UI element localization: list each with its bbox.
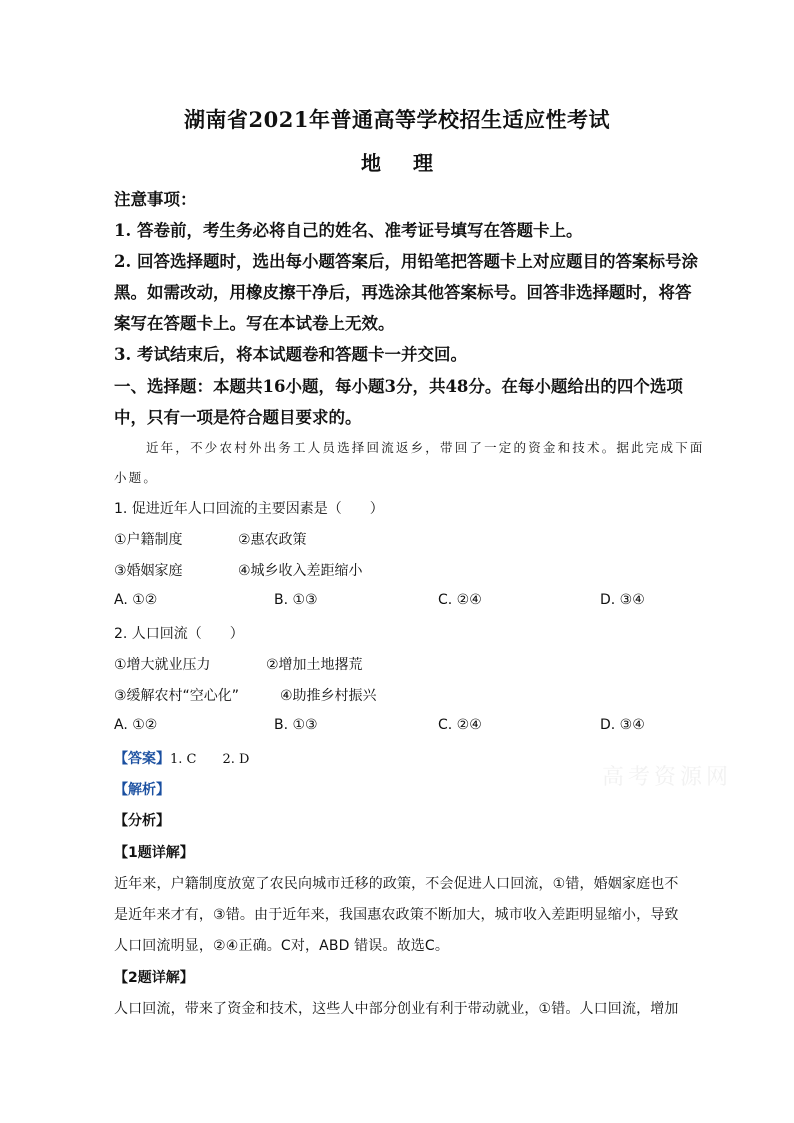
notes-line: 3. 考试结束后，将本试题卷和答题卡一并交回。	[114, 345, 467, 364]
section-heading: 中，只有一项是符合题目要求的。	[114, 408, 362, 427]
notes-line: 1. 答卷前，考生务必将自己的姓名、准考证号填写在答题卡上。	[114, 221, 583, 240]
subject-title	[0, 147, 794, 176]
q2-choice-a: A. ①②	[114, 717, 158, 733]
q1-choice-a: A. ①②	[114, 592, 158, 608]
subject-char: 理	[413, 151, 433, 175]
watermark-text: 高考资源网	[602, 765, 733, 790]
q2-item: ①增大就业压力	[114, 657, 211, 673]
passage-line: 近年，不少农村外出务工人员选择回流返乡，带回了一定的资金和技术。据此完成下面	[146, 440, 705, 455]
answer-line	[114, 748, 684, 768]
notes-line: 黑。如需改动，用橡皮擦干净后，再选涂其他答案标号。回答非选择题时，将答	[114, 283, 692, 302]
subject-char: 地	[361, 151, 381, 175]
passage-line: 小题。	[114, 470, 159, 485]
q1-choice-b: B. ①③	[274, 592, 318, 608]
notes-heading: 注意事项：	[114, 190, 197, 209]
q2-detail-tag: 【2题详解】	[114, 970, 194, 986]
q1-choice-c: C. ②④	[438, 592, 482, 608]
q1-item: ④城乡收入差距缩小	[238, 563, 363, 579]
notes-line: 2. 回答选择题时，选出每小题答案后，用铅笔把答题卡上对应题目的答案标号涂	[114, 252, 698, 271]
q2-choice-c: C. ②④	[438, 717, 482, 733]
q1-item: ①户籍制度	[114, 532, 183, 548]
analysis-tag: 【解析】	[114, 782, 170, 798]
q2-item: ③缓解农村“空心化”	[114, 688, 240, 704]
q1-item: ③婚姻家庭	[114, 563, 183, 579]
question-1-stem: 1. 促进近年人口回流的主要因素是（ ）	[114, 501, 384, 517]
q2-choice-b: B. ①③	[274, 717, 318, 733]
q1-choice-d: D. ③④	[600, 592, 645, 608]
q1-item: ②惠农政策	[238, 532, 307, 548]
q2-detail-line: 人口回流，带来了资金和技术，这些人中部分创业有利于带动就业，①错。人口回流，增加	[114, 1001, 679, 1017]
q1-detail-tag: 【1题详解】	[114, 845, 194, 861]
exam-title: 湖南省2021年普通高等学校招生适应性考试	[184, 107, 610, 132]
answer-text: 1. C 2. D	[170, 752, 250, 767]
q1-detail-line: 人口回流明显，②④正确。C对，ABD 错误。故选C。	[114, 938, 449, 954]
section-heading: 一、选择题：本题共16小题，每小题3分，共48分。在每小题给出的四个选项	[114, 377, 683, 396]
answer-tag: 【答案】	[114, 751, 170, 767]
fenxi-tag: 【分析】	[114, 813, 170, 829]
q2-item: ②增加土地撂荒	[266, 657, 363, 673]
q1-detail-line: 近年来，户籍制度放宽了农民向城市迁移的政策，不会促进人口回流，①错，婚姻家庭也不	[114, 876, 679, 892]
q2-item: ④助推乡村振兴	[280, 688, 377, 704]
q1-detail-line: 是近年来才有，③错。由于近年来，我国惠农政策不断加大，城市收入差距明显缩小，导致	[114, 907, 679, 923]
q2-choice-d: D. ③④	[600, 717, 645, 733]
question-2-stem: 2. 人口回流（ ）	[114, 626, 244, 642]
notes-line: 案写在答题卡上。写在本试卷上无效。	[114, 314, 395, 333]
